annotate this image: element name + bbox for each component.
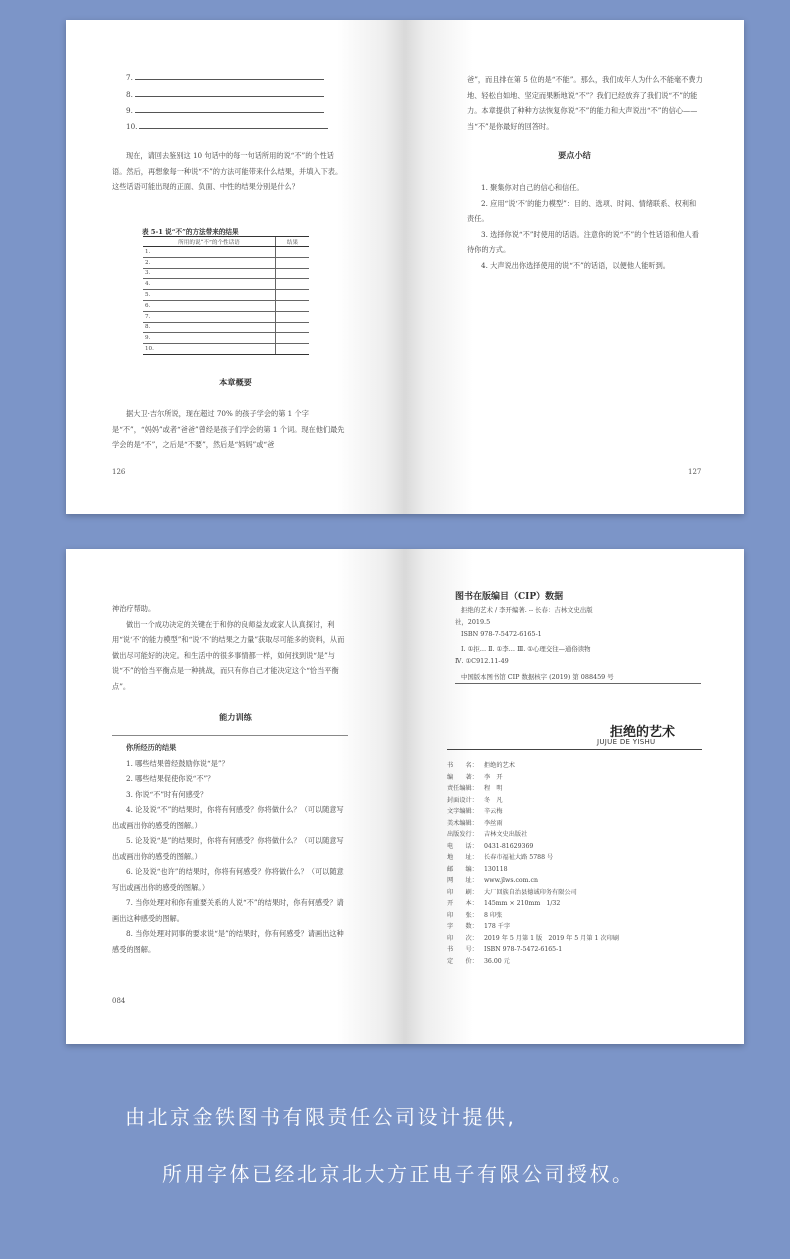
info-key: 地 址： xyxy=(447,854,478,861)
blank-line xyxy=(126,122,328,131)
info-row xyxy=(447,783,702,795)
training-item: 2. 哪些结果促使你说“不”？ xyxy=(126,774,215,783)
info-key: 文字编辑： xyxy=(447,808,478,815)
info-row xyxy=(447,772,702,784)
training-item: 1. 哪些结果曾经鼓励你说“是”？ xyxy=(126,758,229,768)
info-value: 李 开 xyxy=(484,773,503,781)
table-cell-number: 9. xyxy=(143,333,276,344)
training-item: 7. 当你处理对和你有重要关系的人说“不”的结果时，你有何感受？请画出这种感受的图解。 xyxy=(112,898,344,923)
table-header-phrase: 所用的说“不”的个性话语 xyxy=(143,237,276,247)
cip-line: 拒绝的艺术 / 李开编著. -- 长春：吉林文史出版 xyxy=(461,606,593,614)
summary-paragraph: 据大卫·吉尔所说，现在超过 70% 的孩子学会的第 1 个字是“不”，“妈妈”或者“爸爸”曾经是孩子们学会的第 1 个词。现在他们最先学会的是“不”，之后是“不要”，然后是“妈妈”或“爸 xyxy=(112,409,345,449)
info-value: 36.00 元 xyxy=(484,957,510,965)
page-084 xyxy=(66,549,405,1044)
section-title-training: 能力训练 xyxy=(219,712,252,722)
page-number: 127 xyxy=(688,468,702,476)
info-value: 145mm × 210mm 1/32 xyxy=(484,900,561,907)
info-key: 印 次： xyxy=(447,934,478,942)
info-row xyxy=(447,818,702,830)
page-number: 126 xyxy=(112,468,126,476)
info-key: 字 数： xyxy=(447,923,478,930)
key-point: 2. 应用“说‘不’的能力模型”：目的、选项、时间、情绪联系、权利和责任。 xyxy=(467,198,697,223)
info-key: 书 号： xyxy=(447,946,478,953)
blank-line-number: 10. xyxy=(126,122,138,131)
book-spread-2 xyxy=(66,549,744,1044)
underline xyxy=(139,122,328,129)
cip-line: 中国版本图书馆 CIP 数据核字 (2019) 第 088459 号 xyxy=(461,672,614,681)
table-cell-result xyxy=(276,333,310,344)
info-row xyxy=(447,933,702,945)
info-key: 编 著： xyxy=(447,773,478,781)
info-value: 吉林文史出版社 xyxy=(484,831,528,838)
info-value: 178 千字 xyxy=(484,923,511,930)
info-row xyxy=(447,956,702,968)
table-cell-result xyxy=(276,257,310,268)
info-value: 8 印张 xyxy=(484,911,503,919)
info-value: 冬 凡 xyxy=(484,796,503,804)
table-cell-result xyxy=(276,247,310,258)
info-row xyxy=(447,841,702,853)
table-row xyxy=(143,344,309,355)
table-cell-result xyxy=(276,279,310,290)
table-row xyxy=(143,311,309,322)
page-127 xyxy=(405,20,744,514)
page-number: 084 xyxy=(112,997,126,1005)
table-row xyxy=(143,268,309,279)
training-list xyxy=(112,740,348,957)
table-cell-number: 4. xyxy=(143,279,276,290)
info-value: 大厂回族自治县德诚印务有限公司 xyxy=(484,888,577,896)
publication-info xyxy=(447,760,702,967)
cip-block xyxy=(455,605,695,684)
info-value: www.jlws.com.cn xyxy=(484,877,538,884)
info-key: 印 张： xyxy=(447,911,478,919)
info-value: ISBN 978-7-5472-6165-1 xyxy=(484,946,563,953)
key-points-list xyxy=(467,180,703,273)
underline xyxy=(135,106,324,113)
info-key: 电 话： xyxy=(447,842,478,850)
cip-line: Ⅳ. ①C912.11-49 xyxy=(455,657,509,666)
key-point: 3. 选择你说“不”时使用的话语。注意你的说“不”的个性话语和他人看待你的方式。 xyxy=(467,229,699,254)
info-key: 美术编辑： xyxy=(447,819,478,827)
info-value: 程 明 xyxy=(484,785,503,792)
info-key: 责任编辑： xyxy=(447,785,478,792)
table-cell-number: 3. xyxy=(143,268,276,279)
opening-text xyxy=(112,601,348,694)
info-value: 长春市福祉大路 5788 号 xyxy=(484,854,554,861)
copyright-page xyxy=(405,549,744,1044)
section-title-summary: 本章概要 xyxy=(219,377,252,387)
book-spread-1 xyxy=(66,20,744,514)
table-cell-number: 10. xyxy=(143,344,276,355)
blank-line-number: 9. xyxy=(126,106,133,115)
table-row xyxy=(143,322,309,333)
table-row xyxy=(143,300,309,311)
info-row xyxy=(447,875,702,887)
cip-divider xyxy=(455,683,701,684)
info-row xyxy=(447,944,702,956)
cip-line: 社，2019.5 xyxy=(455,617,491,626)
info-key: 网 址： xyxy=(447,877,478,884)
book-title: 拒绝的艺术 xyxy=(610,725,676,740)
info-row xyxy=(447,864,702,876)
info-key: 邮 编： xyxy=(447,865,478,873)
table-cell-result xyxy=(276,290,310,301)
continued-line: 神治疗帮助。 xyxy=(112,604,156,613)
table-row xyxy=(143,247,309,258)
table-cell-number: 1. xyxy=(143,247,276,258)
info-key: 开 本： xyxy=(447,900,478,907)
blank-line xyxy=(126,106,324,115)
table-cell-number: 6. xyxy=(143,300,276,311)
key-point: 1. 聚集你对自己的信心和信任。 xyxy=(481,183,584,192)
table-cell-result xyxy=(276,311,310,322)
intro-paragraph: 现在，请回去鉴别这 10 句话中的每一句话所用的说“不”的个性话语。然后，再想象每一种说“不”的方法可能带来什么结果，并填入下表。这些话语可能出现的正面、负面、中性的结果分别是什么？ xyxy=(112,151,343,191)
info-row xyxy=(447,898,702,910)
info-row xyxy=(447,852,702,864)
footer-design-credit: 由北京金铁图书有限责任公司设计提供, xyxy=(125,1105,517,1129)
info-value: 李丝雨 xyxy=(484,819,503,827)
cip-line: Ⅰ. ①拒… Ⅱ. ①李… Ⅲ. ①心理交往—通俗读物 xyxy=(461,645,591,654)
underline xyxy=(135,90,324,97)
table-cell-result xyxy=(276,300,310,311)
info-row xyxy=(447,806,702,818)
training-item: 3. 你说“不”时有何感受？ xyxy=(126,789,208,799)
info-key: 定 价： xyxy=(447,957,478,965)
table-cell-result xyxy=(276,268,310,279)
key-point: 4. 大声说出你选择使用的说“不”的话语，以便他人能听到。 xyxy=(481,260,670,270)
decision-paragraph: 做出一个成功决定的关键在于和你的良师益友或家人认真探讨，利用“说‘不’的能力模型”和“说‘不’的结果之力量”获取尽可能多的资料，从而做出尽可能好的决定。和生活中的很多事情都一样，如何找到说“是”与说“不”的恰当平衡点是一种挑战，而只有你自己才能决定这个“恰当平衡点”。 xyxy=(112,619,345,691)
table-row xyxy=(143,257,309,268)
info-row xyxy=(447,910,702,922)
table-cell-number: 5. xyxy=(143,290,276,301)
title-divider xyxy=(447,749,702,750)
results-table xyxy=(143,236,309,355)
training-item: 4. 论及说“不”的结果时，你将有何感受？你将做什么？（可以随意写出或画出你的感受的图解。） xyxy=(112,805,344,830)
table-caption: 表 5-1 说“不”的方法带来的结果 xyxy=(142,228,239,236)
table-cell-number: 2. xyxy=(143,257,276,268)
table-cell-result xyxy=(276,344,310,355)
table-row xyxy=(143,279,309,290)
cip-title: 图书在版编目（CIP）数据 xyxy=(455,592,564,602)
info-value: 拒绝的艺术 xyxy=(484,762,515,769)
info-row xyxy=(447,795,702,807)
training-item: 6. 论及说“也许”的结果时，你将有何感受？你将做什么？（可以随意写出或画出你的感受的图解。） xyxy=(112,867,344,892)
info-key: 印 刷： xyxy=(447,888,478,896)
section-title-key-points: 要点小结 xyxy=(558,150,591,160)
table-row xyxy=(143,333,309,344)
blank-line-number: 7. xyxy=(126,73,133,82)
info-row xyxy=(447,921,702,933)
blank-line-number: 8. xyxy=(126,90,133,99)
training-subheading: 你所经历的结果 xyxy=(126,743,177,752)
blank-line xyxy=(126,90,324,99)
info-value: 130118 xyxy=(484,865,508,873)
info-value: 辛云梅 xyxy=(484,808,503,815)
blank-line xyxy=(126,73,324,82)
info-row xyxy=(447,887,702,899)
divider xyxy=(112,735,348,736)
underline xyxy=(135,73,324,80)
training-item: 8. 当你处理对同事的要求说“是”的结果时，你有何感受？请画出这种感受的图解。 xyxy=(112,929,344,954)
info-key: 书 名： xyxy=(447,762,478,769)
info-key: 封面设计： xyxy=(447,796,478,804)
table-cell-result xyxy=(276,322,310,333)
table-row xyxy=(143,290,309,301)
info-value: 2019 年 5 月第 1 版 2019 年 5 月第 1 次印刷 xyxy=(484,934,619,942)
table-cell-number: 7. xyxy=(143,311,276,322)
table-cell-number: 8. xyxy=(143,322,276,333)
footer-font-license: 所用字体已经北京北大方正电子有限公司授权。 xyxy=(162,1162,635,1186)
continuation-paragraph: 爸”，而且排在第 5 位的是“不能”。那么，我们成年人为什么不能毫不费力地、轻松自如地、坚定而果断地说“不”？我们已经放弃了我们说“不”的能力。本章提供了种种方法恢复你说“不”的能力和大声说出“不”的信心——当“不”是你最好的回答时。 xyxy=(467,75,703,131)
cip-line: ISBN 978-7-5472-6165-1 xyxy=(461,629,542,638)
info-row xyxy=(447,760,702,772)
page-126 xyxy=(66,20,405,514)
book-pinyin: JUJUE DE YISHU xyxy=(597,738,656,746)
table-header-result: 结果 xyxy=(276,237,310,247)
training-item: 5. 论及说“是”的结果时，你将有何感受？你将做什么？（可以随意写出或画出你的感受的图解。） xyxy=(112,836,344,861)
info-row xyxy=(447,829,702,841)
info-key: 出版发行： xyxy=(447,831,478,838)
info-value: 0431-81629369 xyxy=(484,842,534,850)
